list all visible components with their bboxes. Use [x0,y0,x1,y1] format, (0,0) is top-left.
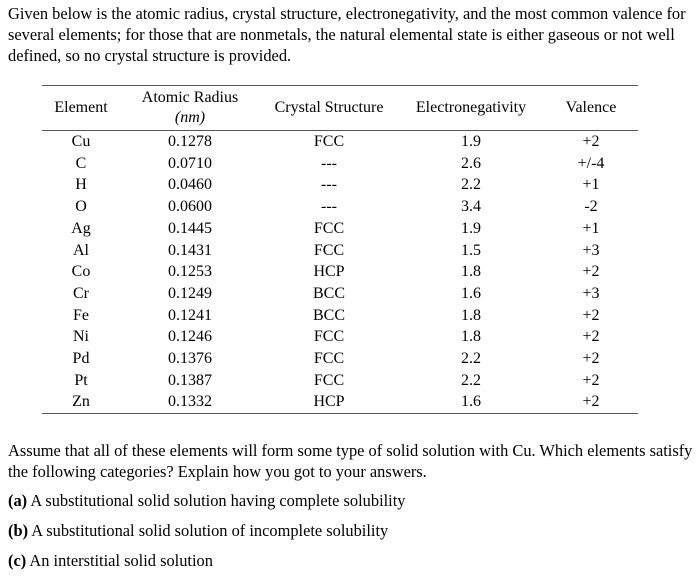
cell-electronegativity: 1.6 [461,284,481,302]
assumption-paragraph: Assume that all of these elements will form some type of solid solution with Cu. Which elements satisfy the following categories? Explain how you got to your answers. [8,441,693,481]
table-row [42,174,638,196]
cell-crystal-structure: FCC [313,328,345,346]
cell-element: Co [71,263,91,281]
cell-electronegativity: 1.8 [461,306,481,324]
cell-valence: +2 [582,393,600,411]
cell-element: O [75,198,87,216]
cell-valence: +2 [582,306,600,324]
cell-crystal-structure: FCC [313,371,345,389]
cell-atomic-radius: 0.1278 [168,133,212,150]
cell-crystal-structure: BCC [312,306,345,324]
cell-atomic-radius: 0.1249 [168,284,212,302]
cell-valence: +1 [582,219,600,237]
cell-element: Cr [73,284,89,302]
cell-atomic-radius: 0.0710 [168,154,212,172]
cell-atomic-radius: 0.1246 [168,328,212,346]
cell-crystal-structure: --- [321,198,337,216]
cell-electronegativity: 1.9 [461,219,481,237]
table-row [42,348,638,370]
question-a-text: A substitutional solid solution having complete solubility [30,491,406,510]
cell-atomic-radius: 0.1431 [168,241,212,259]
cell-element: Fe [73,306,89,324]
cell-atomic-radius: 0.1387 [168,371,212,389]
cell-atomic-radius: 0.0460 [168,176,212,194]
table-body [42,131,638,414]
cell-crystal-structure: HCP [313,263,345,281]
cell-element: Zn [72,393,90,411]
cell-crystal-structure: FCC [313,241,345,259]
cell-crystal-structure: --- [321,176,337,194]
cell-crystal-structure: --- [321,154,337,172]
table-row [42,283,638,305]
cell-crystal-structure: HCP [313,393,345,411]
cell-element: Cu [71,133,91,150]
cell-electronegativity: 2.2 [461,371,481,389]
question-c-text: An interstitial solid solution [29,551,213,570]
cell-valence: +2 [582,371,600,389]
header-electronegativity: Electronegativity [415,99,527,116]
intro-paragraph: Given below is the atomic radius, crystal structure, electronegativity, and the most common valence for several elements; for those that are nonmetals, the natural elemental state is either gaseous or not well defined, so no crystal structure is provided. [8,4,686,65]
cell-valence: +3 [582,284,600,302]
cell-valence: +/-4 [577,154,605,172]
cell-valence: +2 [582,133,600,150]
cell-element: H [75,176,87,194]
cell-electronegativity: 2.2 [461,350,481,368]
question-b-text: A substitutional solid solution of incomplete solubility [31,521,389,540]
table-row [42,261,638,283]
cell-element: C [75,154,87,172]
element-properties-table-container [42,85,638,414]
cell-electronegativity: 1.9 [461,133,481,150]
question-b-label: (b) [8,521,29,540]
cell-atomic-radius: 0.1253 [168,263,212,281]
cell-element: Pd [72,350,90,368]
cell-electronegativity: 1.8 [461,328,481,346]
cell-element: Ag [71,219,91,237]
cell-crystal-structure: FCC [313,350,345,368]
question-c [8,550,213,571]
element-properties-table [42,85,638,414]
table-row [42,131,638,153]
table-header-row [42,86,638,131]
table-row [42,370,638,392]
cell-electronegativity: 3.4 [461,198,481,216]
header-atomic-radius-unit: (nm) [174,109,206,126]
cell-element: Pt [74,371,88,389]
header-valence: Valence [565,99,617,116]
question-b [8,520,388,541]
cell-atomic-radius: 0.1332 [168,393,212,411]
table-row [42,240,638,262]
table-row [42,153,638,175]
cell-electronegativity: 1.5 [461,241,481,259]
cell-electronegativity: 1.6 [461,393,481,411]
header-crystal-structure: Crystal Structure [274,99,384,116]
cell-valence: +2 [582,350,600,368]
cell-atomic-radius: 0.1445 [168,219,212,237]
cell-atomic-radius: 0.1241 [168,306,212,324]
cell-atomic-radius: 0.1376 [168,350,212,368]
table-row [42,218,638,240]
cell-valence: +2 [582,328,600,346]
question-a-label: (a) [8,491,28,510]
cell-valence: +3 [582,241,600,259]
header-atomic-radius [120,86,260,131]
table-row [42,326,638,348]
table-row [42,305,638,327]
cell-electronegativity: 2.2 [461,176,481,194]
cell-valence: +2 [582,263,600,281]
cell-valence: -2 [584,198,598,216]
cell-electronegativity: 2.6 [461,154,481,172]
question-c-label: (c) [8,551,27,570]
cell-element: Ni [73,328,89,346]
question-a [8,490,406,511]
table-row [42,391,638,413]
cell-valence: +1 [582,176,600,194]
header-atomic-radius-label: Atomic Radius [141,89,239,106]
cell-element: Al [73,241,89,259]
header-element: Element [54,99,108,116]
cell-electronegativity: 1.8 [461,263,481,281]
cell-crystal-structure: FCC [313,133,345,150]
cell-crystal-structure: BCC [312,284,345,302]
cell-crystal-structure: FCC [313,219,345,237]
cell-atomic-radius: 0.0600 [168,198,212,216]
table-row [42,196,638,218]
